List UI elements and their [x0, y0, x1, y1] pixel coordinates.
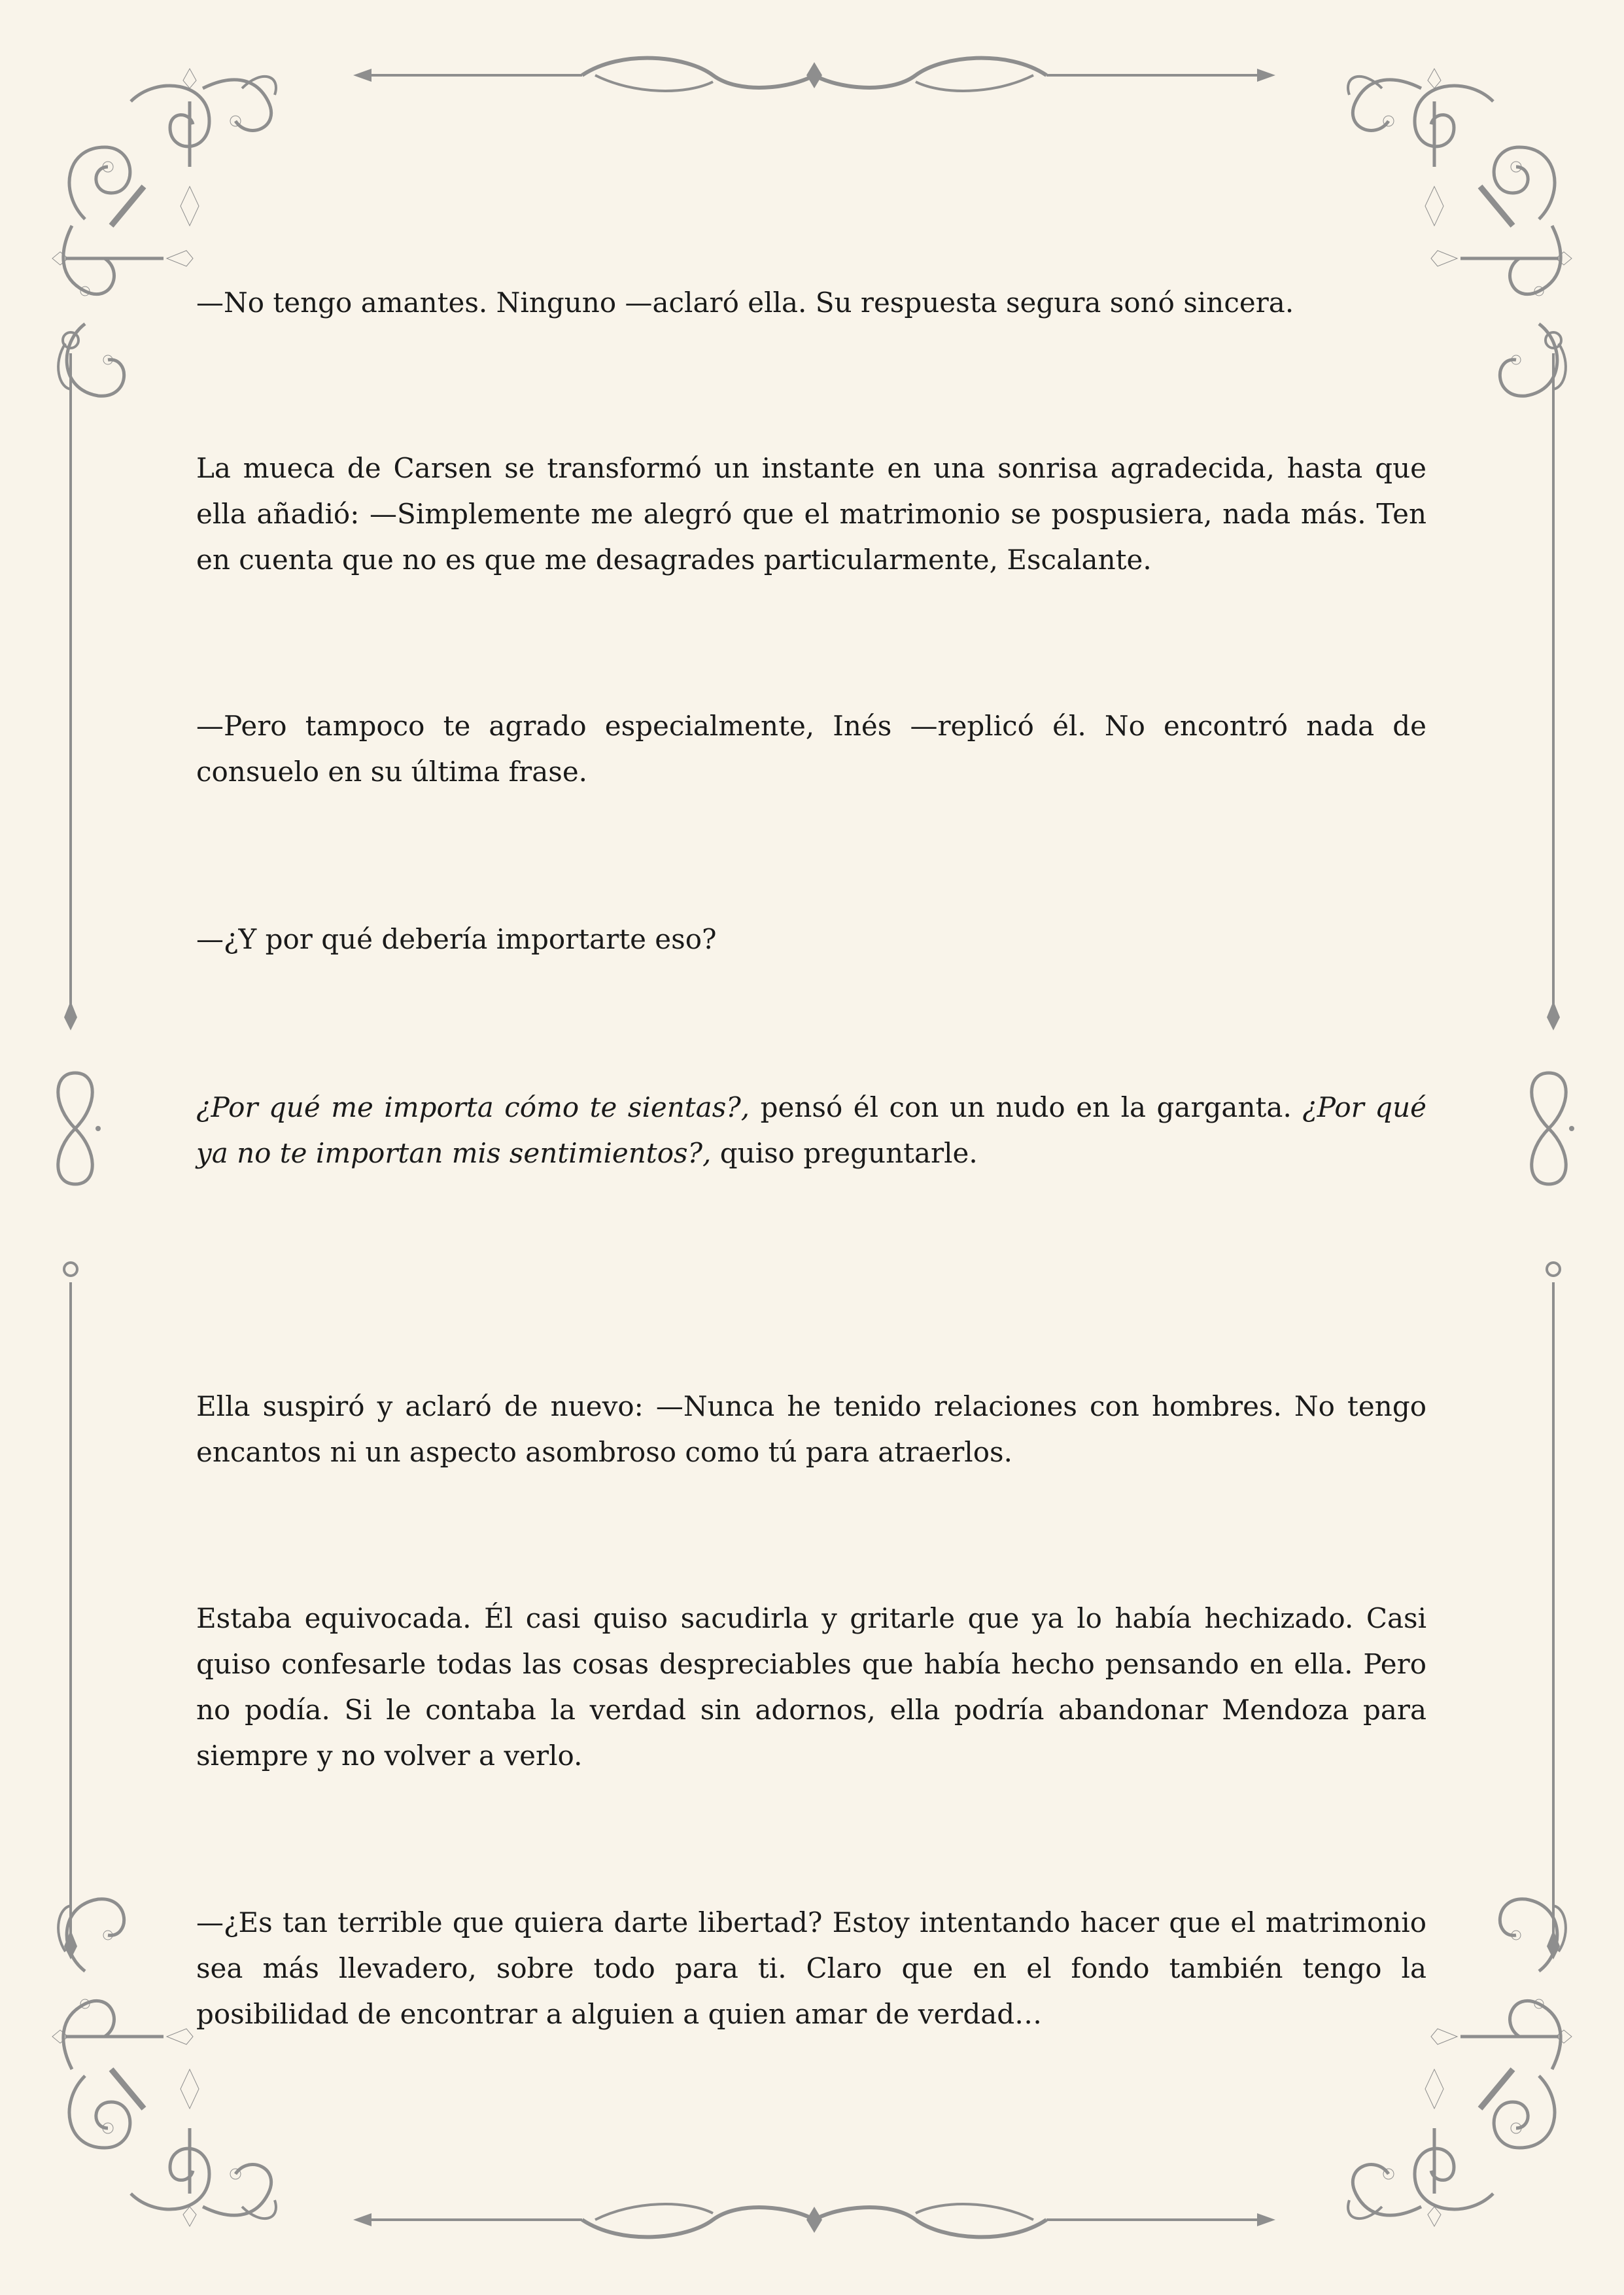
right-rule-top [1542, 327, 1565, 1034]
bottom-flourish-ornament [347, 2194, 1282, 2246]
italic-thought-1: ¿Por qué me importa cómo te sientas?, [196, 1091, 750, 1123]
paragraph-6: Ella suspiró y aclaró de nuevo: —Nunca he tenido relaciones con hombres. No tengo encantos ni un aspecto asombroso como tú para atraerlos. [196, 1390, 1426, 1468]
left-infinity-ornament [46, 1066, 105, 1191]
right-infinity-ornament [1519, 1066, 1578, 1191]
paragraph-2: La mueca de Carsen se transformó un instante en una sonrisa agradecida, hasta que ella añadió: —Simplemente me alegró que el matrimonio se pospusiera, nada más. Ten en cuenta que no es que me desagrades particularmente, Escalante. [196, 452, 1426, 576]
paragraph-3: —Pero tampoco te agrado especialmente, Inés —replicó él. No encontró nada de consuelo en su última frase. [196, 710, 1426, 788]
paragraph-4: —¿Y por qué debería importarte eso? [196, 923, 717, 955]
italic-thought-2: ¿Por qué ya no te importan mis sentimientos?, [196, 1091, 1426, 1169]
top-flourish-ornament [347, 49, 1282, 101]
right-rule-bottom [1542, 1256, 1565, 1963]
paragraph-1: —No tengo amantes. Ninguno —aclaró ella. Su respuesta segura sonó sincera. [196, 287, 1294, 319]
narration-1: pensó él con un nudo en la garganta. [750, 1091, 1303, 1123]
narration-2: quiso preguntarle. [711, 1137, 978, 1169]
paragraph-8: —¿Es tan terrible que quiera darte libertad? Estoy intentando hacer que el matrimonio sea más llevadero, sobre todo para ti. Claro que en el fondo también tengo la posibilidad de encontrar a alguien a quien amar de verdad… [196, 1906, 1426, 2030]
left-rule-bottom [59, 1256, 82, 1963]
paragraph-5 [196, 1085, 1426, 1176]
left-rule-top [59, 327, 82, 1034]
paragraph-7: Estaba equivocada. Él casi quiso sacudirla y gritarle que ya lo había hechizado. Casi quiso confesarle todas las cosas despreciables que había hecho pensando en ella. Pero no podía. Si le contaba la verdad sin adornos, ella podría abandonar Mendoza para siempre y no volver a verlo. [196, 1602, 1426, 1772]
